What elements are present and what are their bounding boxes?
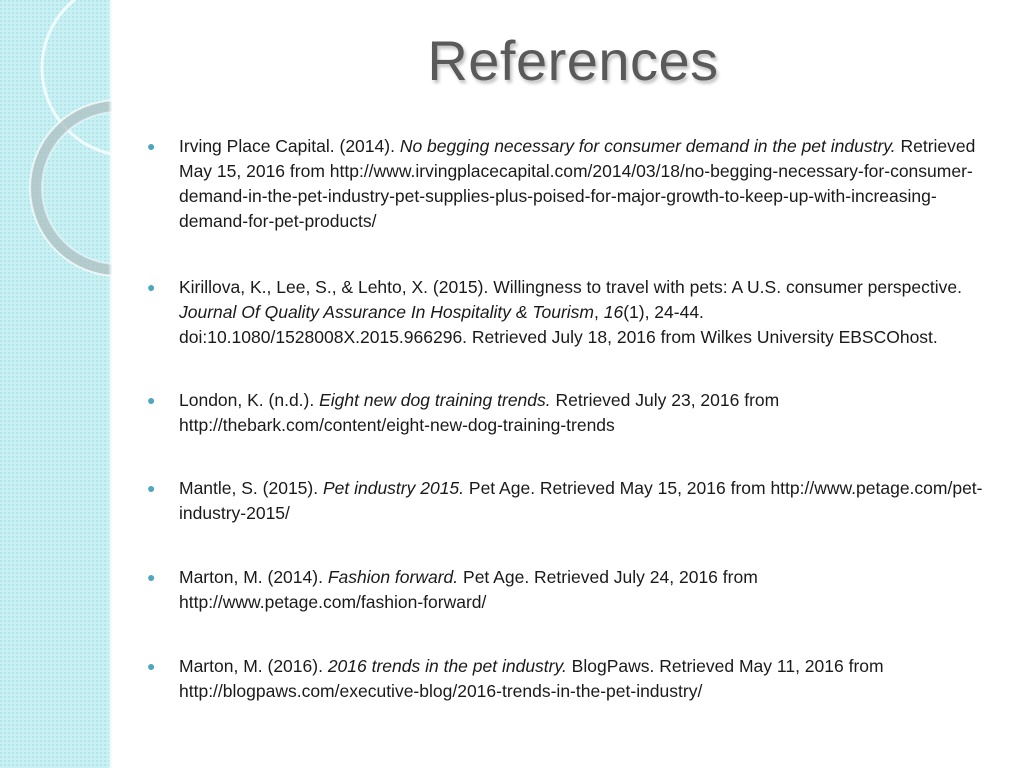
reference-author-year: Kirillova, K., Lee, S., & Lehto, X. (2015). Willingness to travel with pets: A U.S. consumer perspective. (179, 277, 962, 297)
list-item-reference-6 (146, 654, 996, 704)
reference-separator: , (593, 302, 604, 322)
reference-author-year: Marton, M. (2016). (179, 656, 328, 676)
reference-author-year: Mantle, S. (2015). (179, 478, 323, 498)
reference-italic-title: Eight new dog training trends. (319, 390, 551, 410)
list-item-reference-3 (146, 388, 996, 438)
list-item-reference-5 (146, 565, 996, 615)
reference-author-year: Irving Place Capital. (2014). (179, 136, 400, 156)
reference-italic-title: Fashion forward. (327, 567, 459, 587)
reference-list (146, 134, 996, 704)
reference-text (179, 390, 779, 435)
bullet-dot-icon: ● (147, 392, 156, 408)
reference-retrieval: Pet Age. Retrieved May 15, 2016 from http://www.petage.com/pet-industry-2015/ (179, 478, 983, 523)
reference-text (179, 478, 983, 523)
reference-retrieval: Pet Age. Retrieved July 24, 2016 from http://www.petage.com/fashion-forward/ (179, 567, 758, 612)
bullet-dot-icon: ● (147, 480, 156, 496)
decorative-rings (0, 0, 112, 768)
reference-text (179, 136, 975, 231)
list-item-reference-4 (146, 476, 996, 526)
list-item-reference-1 (146, 134, 996, 234)
decorative-side-panel (0, 0, 112, 768)
reference-retrieval: Retrieved July 23, 2016 from http://thebark.com/content/eight-new-dog-training-trends (179, 390, 780, 435)
page-title: References (427, 29, 719, 92)
list-item-reference-2 (146, 275, 996, 350)
reference-author-year: London, K. (n.d.). (179, 390, 320, 410)
reference-text (179, 277, 962, 347)
reference-italic-title: 2016 trends in the pet industry. (327, 656, 567, 676)
reference-retrieval: BlogPaws. Retrieved May 11, 2016 from http://blogpaws.com/executive-blog/2016-trends-in-the-pet-industry/ (179, 656, 884, 701)
bullet-dot-icon: ● (147, 279, 156, 295)
reference-text (179, 567, 758, 612)
bullet-dot-icon: ● (147, 569, 156, 585)
reference-retrieval: (1), 24-44. doi:10.1080/1528008X.2015.966296. Retrieved July 18, 2016 from Wilkes University EBSCOhost. (179, 302, 938, 347)
reference-italic-title: No begging necessary for consumer demand in the pet industry. (399, 136, 896, 156)
reference-text (179, 656, 884, 701)
reference-italic-title: Pet industry 2015. (322, 478, 465, 498)
reference-italic-journal: Journal Of Quality Assurance In Hospitality & Tourism (179, 302, 594, 322)
reference-retrieval: Retrieved May 15, 2016 from http://www.irvingplacecapital.com/2014/03/18/no-begging-necessary-for-consumer-demand-in-the-pet-industry-pet-supplies-plus-poised-for-major-growth-to-keep-up-with-increasing-demand-for-pet-products/ (179, 136, 976, 231)
bullet-dot-icon: ● (147, 138, 156, 154)
reference-author-year: Marton, M. (2014). (179, 567, 328, 587)
reference-italic-volume: 16 (603, 302, 624, 322)
bullet-dot-icon: ● (147, 658, 156, 674)
